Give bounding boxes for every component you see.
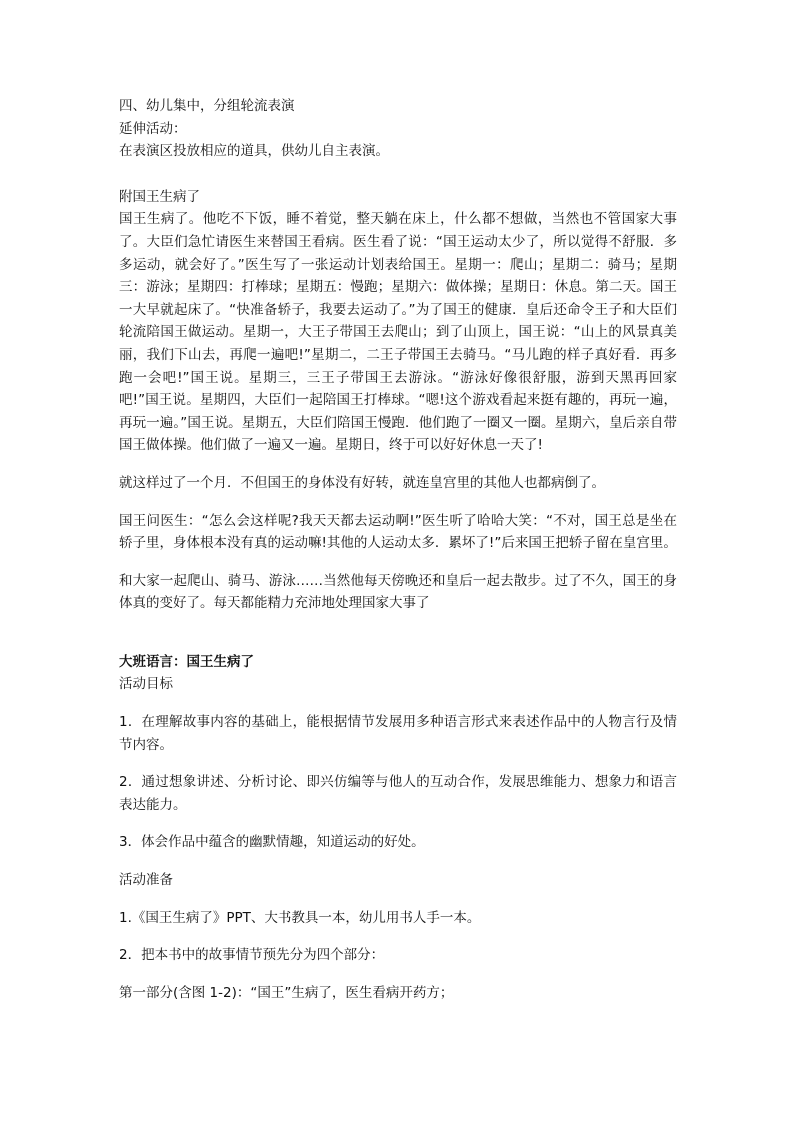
goal-item: 1．在理解故事内容的基础上，能根据情节发展用多种语言形式来表述作品中的人物言行及情节内容。 xyxy=(119,714,677,753)
story-paragraph: 和大家一起爬山、骑马、游泳……当然他每天傍晚还和皇后一起去散步。过了不久，国王的身体真的变好了。每天都能精力充沛地处理国家大事了 xyxy=(119,572,677,612)
extension-label: 延伸活动： xyxy=(119,120,187,137)
prep-item: 2．把本书中的故事情节预先分为四个部分： xyxy=(119,947,385,964)
spacer xyxy=(119,756,677,771)
prep-item: 第一部分(含图 1-2)：“国王”生病了，医生看病开药方； xyxy=(119,984,454,1001)
spacer xyxy=(119,816,677,831)
prep-label: 活动准备 xyxy=(119,872,173,889)
story-paragraph: 国王问医生：“怎么会这样呢?我天天都去运动啊!”医生听了哈哈大笑：“不对，国王总是坐在轿子里，身体根本没有真的运动嘛!其他的人运动太多．累坏了!”后来国王把轿子留在皇宫里。 xyxy=(119,512,677,552)
prep-item: 1.《国王生病了》PPT、大书教具一本，幼儿用书人手一本。 xyxy=(119,909,481,926)
spacer xyxy=(119,929,677,944)
spacer xyxy=(119,854,677,869)
spacer xyxy=(119,555,677,570)
spacer xyxy=(119,163,677,186)
goals-label: 活动目标 xyxy=(119,676,173,693)
goal-item: 3．体会作品中蕴含的幽默情趣，知道运动的好处。 xyxy=(119,834,425,851)
spacer xyxy=(119,495,677,510)
document-page xyxy=(119,95,677,1004)
spacer xyxy=(119,892,677,907)
spacer xyxy=(119,967,677,982)
extension-text: 在表演区投放相应的道具，供幼儿自主表演。 xyxy=(119,143,389,160)
section-heading: 四、幼儿集中，分组轮流表演 xyxy=(119,98,295,114)
lesson-title: 大班语言：国王生病了 xyxy=(119,653,254,670)
story-paragraph: 国王生病了。他吃不下饭，睡不着觉，整天躺在床上，什么都不想做，当然也不管国家大事了。大臣们急忙请医生来替国王看病。医生看了说：“国王运动太少了，所以觉得不舒服．多多运动，就会好了。”医生写了一张运动计划表给国王。星期一：爬山；星期二：骑马；星期三：游泳；星期四：打棒球；星期五：慢跑；星期六：做体操；星期日：休息。第二天。国王一大早就起床了。“快准备轿子，我要去运动了。”为了国王的健康．皇后还命令王子和大臣们轮流陪国王做运动。星期一，大王子带国王去爬山；到了山顶上，国王说：“山上的风景真美丽，我们下山去，再爬一遍吧!”星期二，二王子带国王去骑马。“马儿跑的样子真好看．再多跑一会吧!”国王说。星期三，三王子带国王去游泳。“游泳好像很舒服，游到天黑再回家吧!”国王说。星期四，大臣们一起陪国王打棒球。“嗯!这个游戏看起来挺有趣的，再玩一遍，再玩一遍。”国王说。星期五，大臣们陪国王慢跑．他们跑了一圈又一圈。星期六，皇后亲自带国王做体操。他们做了一遍又一遍。星期日，终于可以好好休息一天了! xyxy=(119,211,677,454)
spacer xyxy=(119,615,677,651)
goal-item: 2．通过想象讲述、分析讨论、即兴仿编等与他人的互动合作，发展思维能力、想象力和语言表达能力。 xyxy=(119,774,677,813)
spacer xyxy=(119,696,677,711)
story-paragraph: 就这样过了一个月．不但国王的身体没有好转，就连皇宫里的其他人也都病倒了。 xyxy=(119,474,605,491)
appendix-title: 附国王生病了 xyxy=(119,188,200,205)
spacer xyxy=(119,457,677,472)
